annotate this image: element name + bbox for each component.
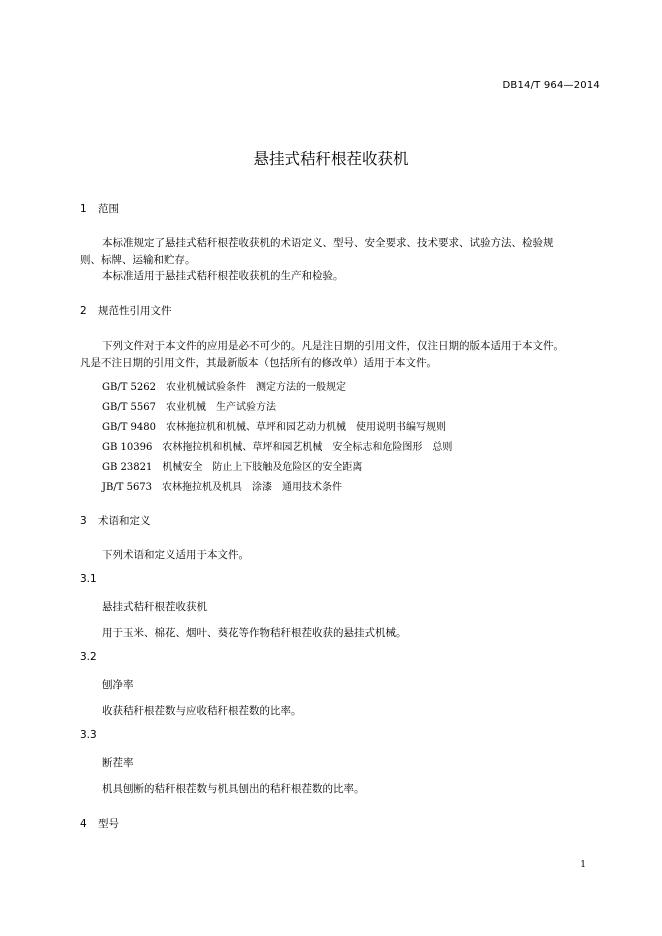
term-number: 3.2 — [80, 651, 97, 663]
reference-title: 农林拖拉机及机具 涂漆 通用技术条件 — [162, 482, 343, 493]
terms-intro: 下列术语和定义适用于本文件。 — [102, 549, 249, 561]
section-2-heading — [80, 303, 172, 318]
section-number: 1 — [80, 203, 87, 215]
section-title: 型号 — [98, 818, 119, 830]
term-number: 3.1 — [80, 573, 97, 585]
section-title: 术语和定义 — [98, 515, 151, 527]
reference-title: 农业机械试验条件 测定方法的一般规定 — [166, 382, 347, 393]
reference-title: 农林拖拉机和机械、草坪和园艺机械 安全标志和危险图形 总则 — [162, 442, 453, 453]
reference-code: GB/T 5262 — [102, 382, 157, 393]
section-title: 范围 — [98, 203, 119, 215]
reference-code: JB/T 5673 — [102, 482, 153, 493]
reference-item — [102, 418, 446, 433]
term-title: 断茬率 — [102, 757, 134, 769]
reference-code: GB 10396 — [102, 442, 153, 453]
normative-intro-line-1: 下列文件对于本文件的应用是必不可少的。凡是注日期的引用文件，仅注日期的版本适用于本文件。 — [102, 340, 564, 352]
reference-item — [102, 438, 452, 453]
scope-paragraph-1-line-2: 则、标牌、运输和贮存。 — [80, 254, 196, 266]
section-number: 2 — [80, 305, 87, 317]
section-number: 4 — [80, 818, 87, 830]
page-number: 1 — [580, 860, 586, 870]
section-4-heading — [80, 816, 119, 831]
normative-intro-line-2: 凡是不注日期的引用文件，其最新版本（包括所有的修改单）适用于本文件。 — [80, 357, 437, 369]
document-title: 悬挂式秸秆根茬收获机 — [253, 150, 409, 168]
reference-item — [102, 398, 276, 413]
reference-code: GB/T 5567 — [102, 402, 157, 413]
reference-title: 农林拖拉机和机械、草坪和园艺动力机械 使用说明书编写规则 — [166, 422, 447, 433]
term-number: 3.3 — [80, 729, 97, 741]
document-code: DB14/T 964—2014 — [502, 80, 600, 91]
reference-item — [102, 378, 346, 393]
section-3-heading — [80, 513, 151, 528]
reference-title: 机械安全 防止上下肢触及危险区的安全距离 — [162, 462, 363, 473]
reference-code: GB/T 9480 — [102, 422, 157, 433]
section-1-heading — [80, 201, 119, 216]
term-definition: 收获秸秆根茬数与应收秸秆根茬数的比率。 — [102, 705, 302, 717]
term-definition: 机具刨断的秸秆根茬数与机具刨出的秸秆根茬数的比率。 — [102, 783, 365, 795]
reference-item — [102, 478, 342, 493]
term-definition: 用于玉米、棉花、烟叶、葵花等作物秸秆根茬收获的悬挂式机械。 — [102, 627, 407, 639]
term-title: 悬挂式秸秆根茬收获机 — [102, 601, 207, 613]
reference-title: 农业机械 生产试验方法 — [166, 402, 277, 413]
reference-code: GB 23821 — [102, 462, 153, 473]
scope-paragraph-2: 本标准适用于悬挂式秸秆根茬收获机的生产和检验。 — [102, 270, 344, 282]
scope-paragraph-1-line-1: 本标准规定了悬挂式秸秆根茬收获机的术语定义、型号、安全要求、技术要求、试验方法、检验规 — [102, 237, 554, 249]
term-title: 刨净率 — [102, 679, 134, 691]
reference-item — [102, 458, 362, 473]
section-number: 3 — [80, 515, 87, 527]
section-title: 规范性引用文件 — [98, 305, 172, 317]
